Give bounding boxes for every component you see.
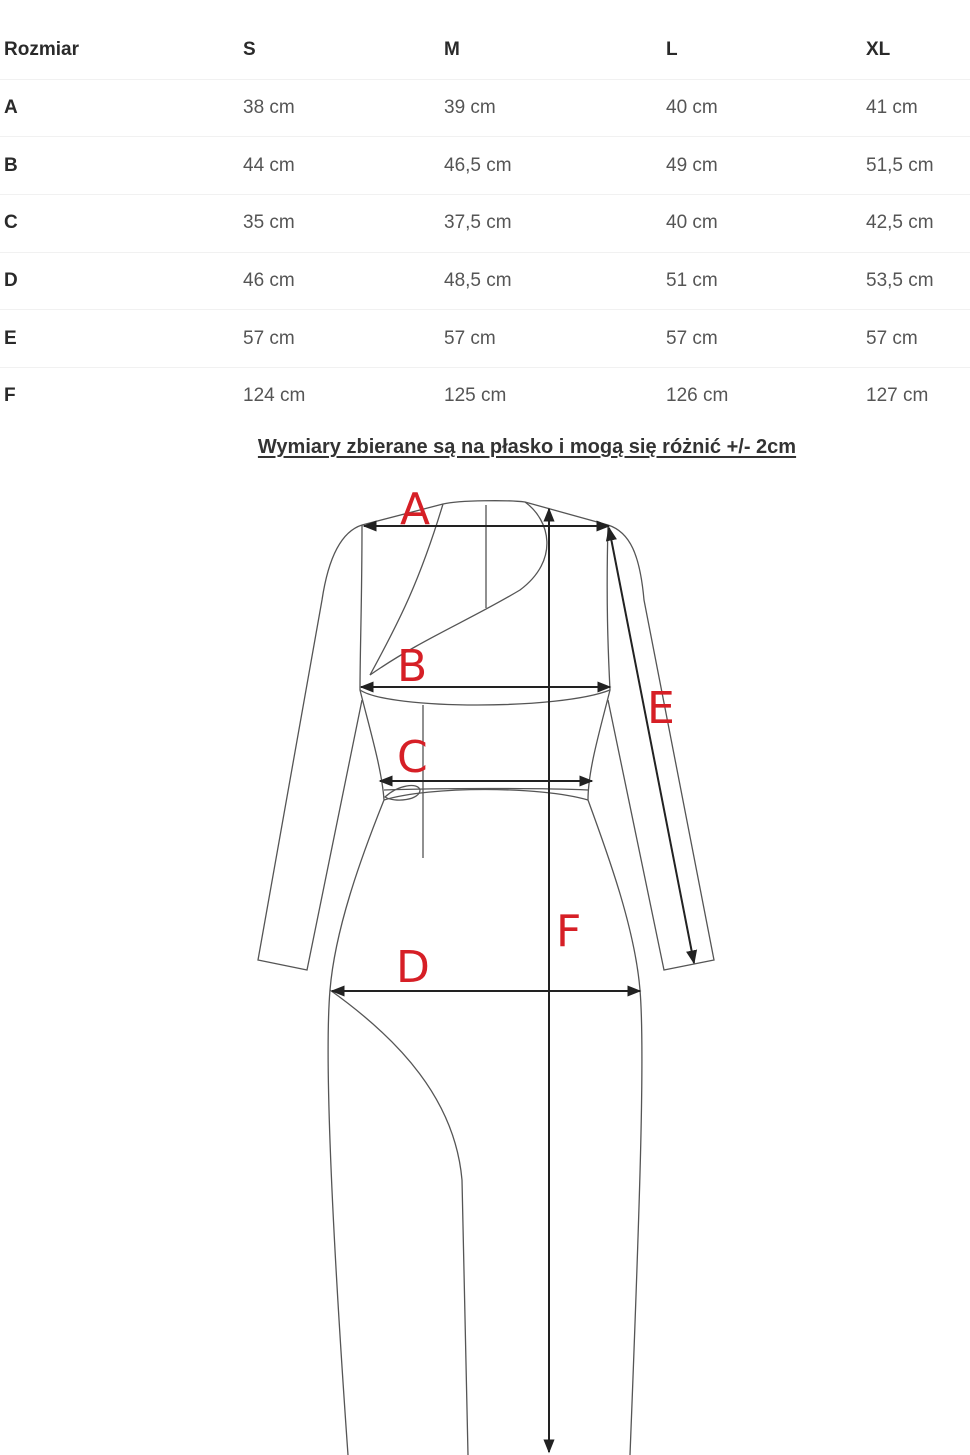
row-label: D <box>0 252 243 310</box>
header-xl: XL <box>866 22 970 79</box>
label-d: D <box>396 942 430 993</box>
label-b: B <box>397 641 428 692</box>
table-cell: 127 cm <box>866 385 929 407</box>
table-cell: 125 cm <box>444 385 507 407</box>
table-cell: 126 cm <box>666 385 729 407</box>
table-cell: 37,5 cm <box>444 195 666 253</box>
table-cell: 35 cm <box>243 195 444 253</box>
table-cell: 124 cm <box>243 385 306 407</box>
header-m: M <box>444 22 666 79</box>
label-a: A <box>400 484 431 535</box>
table-cell: 40 cm <box>666 79 866 137</box>
table-cell: 48,5 cm <box>444 252 666 310</box>
table-cell: 57 cm <box>444 310 666 368</box>
table-cell: 51 cm <box>666 252 866 310</box>
table-cell: 57 cm <box>666 310 866 368</box>
row-label: A <box>0 79 243 137</box>
table-cell: 57 cm <box>866 310 970 368</box>
table-cell: 49 cm <box>666 137 866 195</box>
table-cell: 53,5 cm <box>866 252 970 310</box>
table-cell: 41 cm <box>866 79 970 137</box>
table-cell: 46,5 cm <box>444 137 666 195</box>
header-size: Rozmiar <box>0 22 243 79</box>
table-cell: 40 cm <box>666 195 866 253</box>
table-cell: 46 cm <box>243 252 444 310</box>
table-cell: 44 cm <box>243 137 444 195</box>
row-label: F <box>4 385 16 407</box>
header-l: L <box>666 22 866 79</box>
table-cell: 57 cm <box>243 310 444 368</box>
table-cell: 51,5 cm <box>866 137 970 195</box>
label-c: C <box>397 732 428 783</box>
row-label: E <box>0 310 243 368</box>
table-cell: 42,5 cm <box>866 195 970 253</box>
label-e: E <box>647 683 675 734</box>
row-label: C <box>0 195 243 253</box>
dress-outline <box>258 501 714 1455</box>
label-f: F <box>556 906 582 957</box>
table-cell: 38 cm <box>243 79 444 137</box>
measurement-note: Wymiary zbierane są na płasko i mogą się różnić +/- 2cm <box>257 436 797 458</box>
row-label: B <box>0 137 243 195</box>
header-s: S <box>243 22 444 79</box>
table-cell: 39 cm <box>444 79 666 137</box>
